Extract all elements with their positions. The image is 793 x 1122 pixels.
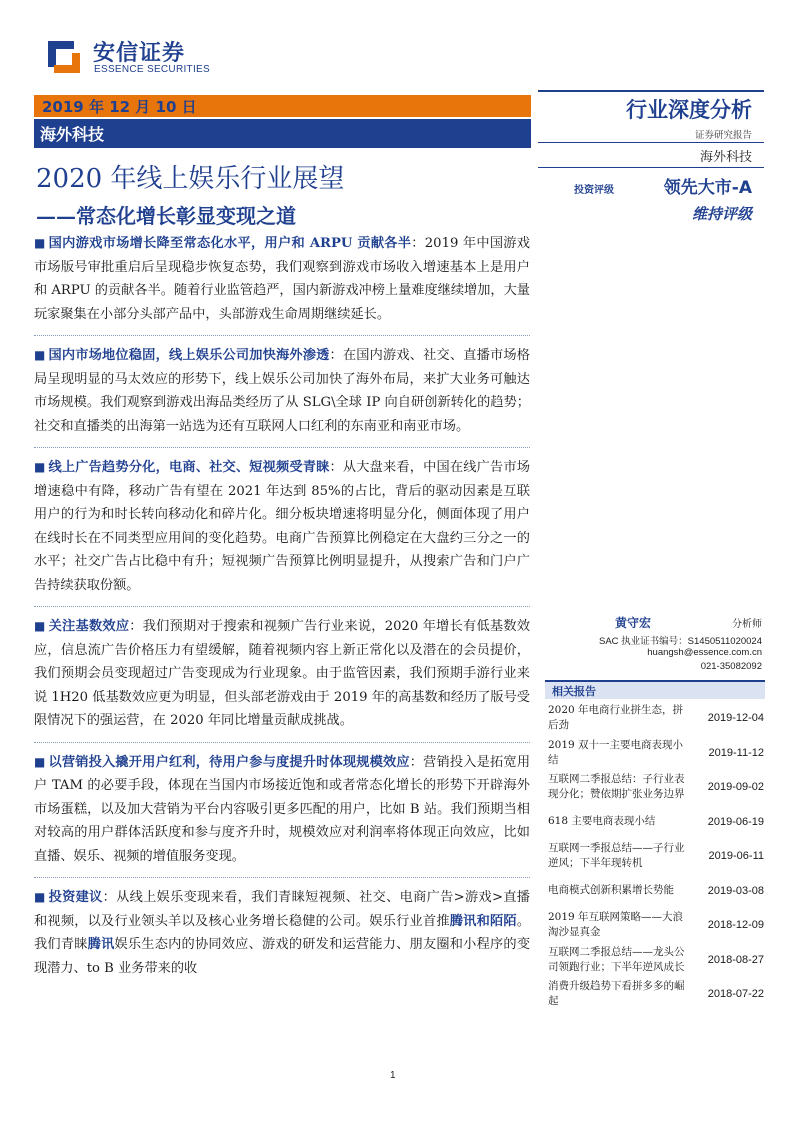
related-report-date: 2019-03-08 xyxy=(707,884,764,897)
related-report-title[interactable]: 互联网二季报总结——龙头公司领跑行业；下半年逆风成长 xyxy=(548,945,685,973)
related-report-title[interactable]: 2020 年电商行业拼生态，拼后劲 xyxy=(548,704,684,732)
related-report-date: 2018-07-22 xyxy=(707,988,764,1001)
paragraph-lead: 以营销投入撬开用户红利，待用户参与度提升时体现规模效应 xyxy=(48,754,410,770)
paragraph-body: ：我们预期对于搜索和视频广告行业来说，2020 年增长有低基数效应，信息流广告价格压力有望缓解，随着视频内容上新正常化以及潜在的会员提价，我们预期会员变现超过广告变现成为行业现象。由于监管因素，我们预期手游行业来说 1H20 低基数效应更为明显，但头部老游戏由于 2019 年的高基数和经历了版号受限情况下的强运营，在 2020 年同比增量贡献成挑战。 xyxy=(34,619,531,728)
related-report-item[interactable] xyxy=(548,874,764,909)
bullet-square-icon: ■ xyxy=(34,460,46,474)
summary-paragraph xyxy=(34,886,530,980)
summary-paragraph xyxy=(34,751,530,869)
summary-paragraph xyxy=(34,344,530,438)
analyst-name: 黄守宏 xyxy=(615,616,652,630)
related-report-item[interactable] xyxy=(548,943,764,978)
analyst-role: 分析师 xyxy=(732,619,762,630)
page-title: 2020 年线上娱乐行业展望 xyxy=(36,164,345,194)
bullet-square-icon: ■ xyxy=(34,236,46,250)
related-report-title[interactable]: 2019 双十一主要电商表现小结 xyxy=(548,738,684,766)
report-subtype: 证券研究报告 xyxy=(694,130,752,141)
related-report-date: 2019-06-19 xyxy=(707,815,764,828)
related-reports-heading: 相关报告 xyxy=(552,685,596,698)
essence-logo-icon xyxy=(44,37,84,77)
related-report-date: 2018-08-27 xyxy=(707,953,764,966)
report-date: 2019 年 12 月 10 日 xyxy=(42,98,197,116)
rating-label: 投资评级 xyxy=(574,185,614,196)
related-report-title[interactable]: 618 主要电商表现小结 xyxy=(548,815,656,828)
related-report-date: 2018-12-09 xyxy=(707,919,764,932)
paragraph-body: ：从线上娱乐变现来看，我们青睐短视频、社交、电商广告>游戏>直播和视频，以及行业领头羊以及核心业务增长稳健的公司。娱乐行业首推 xyxy=(34,890,530,929)
report-summary xyxy=(34,232,530,989)
paragraph-lead: 国内市场地位稳固，线上娱乐公司加快海外渗透 xyxy=(48,348,330,363)
related-report-item[interactable] xyxy=(548,736,764,771)
divider xyxy=(34,335,530,336)
related-report-item[interactable] xyxy=(548,770,764,805)
header-rule xyxy=(538,167,764,168)
related-report-title[interactable]: 电商模式创新积累增长势能 xyxy=(548,884,674,897)
divider xyxy=(34,606,530,607)
divider xyxy=(34,877,530,878)
sector-label: 海外科技 xyxy=(40,125,105,144)
page-number: 1 xyxy=(390,1070,396,1081)
analyst-email[interactable]: huangsh@essence.com.cn xyxy=(647,647,762,658)
paragraph-body: ：2019 年中国游戏市场版号审批重启后呈现稳步恢复态势，我们观察到游戏市场收入增速基本上是用户和 ARPU 的贡献各半。随着行业监管趋严，国内新游戏冲榜上量难度继续增加，大量玩家聚集在小部分头部产品中，头部游戏生命周期继续延长。 xyxy=(34,236,530,322)
paragraph-lead: 国内游戏市场增长降至常态化水平，用户和 ARPU 贡献各半 xyxy=(48,236,412,251)
header-rule xyxy=(538,142,764,143)
brand-name-cn: 安信证券 xyxy=(93,41,186,66)
related-report-date: 2019-06-11 xyxy=(708,850,764,863)
paragraph-body: ：营销投入是拓宽用户 TAM 的必要手段，体现在当国内市场接近饱和或者常态化增长的形势下开辟海外市场蛋糕，以及加大营销为平台内容吸引更多匹配的用户，比如 B 站。我们预期当相对较高的用户群体活跃度和参与度齐升时，规模效应对利润率将体现正向效应，比如直播、娱乐、视频的增值服务变现。 xyxy=(34,754,531,864)
rating-value: 领先大市-A xyxy=(663,178,752,198)
related-report-item[interactable] xyxy=(548,977,764,1012)
related-report-title[interactable]: 消费升级趋势下看拼多多的崛起 xyxy=(548,980,685,1008)
summary-paragraph xyxy=(34,232,530,326)
divider xyxy=(34,742,530,743)
related-report-date: 2019-09-02 xyxy=(707,781,764,794)
summary-paragraph xyxy=(34,615,530,733)
brand-name-en: ESSENCE SECURITIES xyxy=(94,64,210,75)
paragraph-highlight: 腾讯和陌陌 xyxy=(449,913,517,929)
report-sector: 海外科技 xyxy=(699,150,752,165)
bullet-square-icon: ■ xyxy=(34,890,46,904)
related-report-item[interactable] xyxy=(548,839,764,874)
analyst-sac: SAC 执业证书编号：S1450511020024 xyxy=(599,636,762,647)
paragraph-lead: 线上广告趋势分化，电商、社交、短视频受青睐 xyxy=(48,460,330,475)
page-subtitle: ——常态化增长彰显变现之道 xyxy=(36,204,296,228)
paragraph-highlight: 腾讯 xyxy=(87,937,115,952)
paragraph-body: ：在国内游戏、社交、直播市场格局呈现明显的马太效应的形势下，线上娱乐公司加快了海外布局，来扩大业务可触达市场规模。我们观察到游戏出海品类经历了从 SLG\全球 IP 向自研创新转化的趋势；社交和直播类的出海第一站选为还有互联网人口红利的东南亚和南亚市场。 xyxy=(34,348,530,434)
paragraph-lead: 投资建议 xyxy=(48,890,103,905)
bullet-square-icon: ■ xyxy=(34,754,46,769)
bullet-square-icon: ■ xyxy=(34,348,46,362)
paragraph-body: ：从大盘来看，中国在线广告市场增速稳中有降，移动广告有望在 2021 年达到 85%的占比，背后的驱动因素是互联用户的行为和时长转向移动化和碎片化。细分板块增速将明显分化，侧面体现了用户在线时长在不同类型应用间的变化趋势。电商广告预算比例稳定在大盘约三分之一的水平；社交广告占比稳中有升；短视频广告预算比例明显提升，从搜索广告和门户广告持续获取份额。 xyxy=(34,460,530,593)
related-report-title[interactable]: 2019 年互联网策略——大浪淘沙显真金 xyxy=(548,911,684,939)
rating-action: 维持评级 xyxy=(691,205,752,223)
bullet-square-icon: ■ xyxy=(34,619,46,633)
report-type: 行业深度分析 xyxy=(626,98,752,122)
related-report-item[interactable] xyxy=(548,805,764,840)
paragraph-body: 。我们青睐 xyxy=(34,913,531,952)
summary-paragraph xyxy=(34,456,530,597)
related-report-date: 2019-11-12 xyxy=(708,746,764,759)
related-report-title[interactable]: 互联网二季报总结：子行业表现分化；赞依期扩张业务边界 xyxy=(548,773,685,801)
paragraph-lead: 关注基数效应 xyxy=(48,619,130,634)
divider xyxy=(34,447,530,448)
related-report-date: 2019-12-04 xyxy=(707,712,764,725)
analyst-phone: 021-35082092 xyxy=(700,661,762,672)
related-reports-list xyxy=(548,701,764,1012)
related-report-title[interactable]: 互联网一季报总结——子行业逆风；下半年现转机 xyxy=(548,842,685,870)
paragraph-body: 娱乐生态内的协同效应、游戏的研发和运营能力、朋友圈和小程序的变现潜力、to B 业务带来的收 xyxy=(34,937,531,976)
related-report-item[interactable] xyxy=(548,701,764,736)
related-report-item[interactable] xyxy=(548,908,764,943)
sector-bar xyxy=(34,119,531,148)
header-rule xyxy=(538,90,764,92)
